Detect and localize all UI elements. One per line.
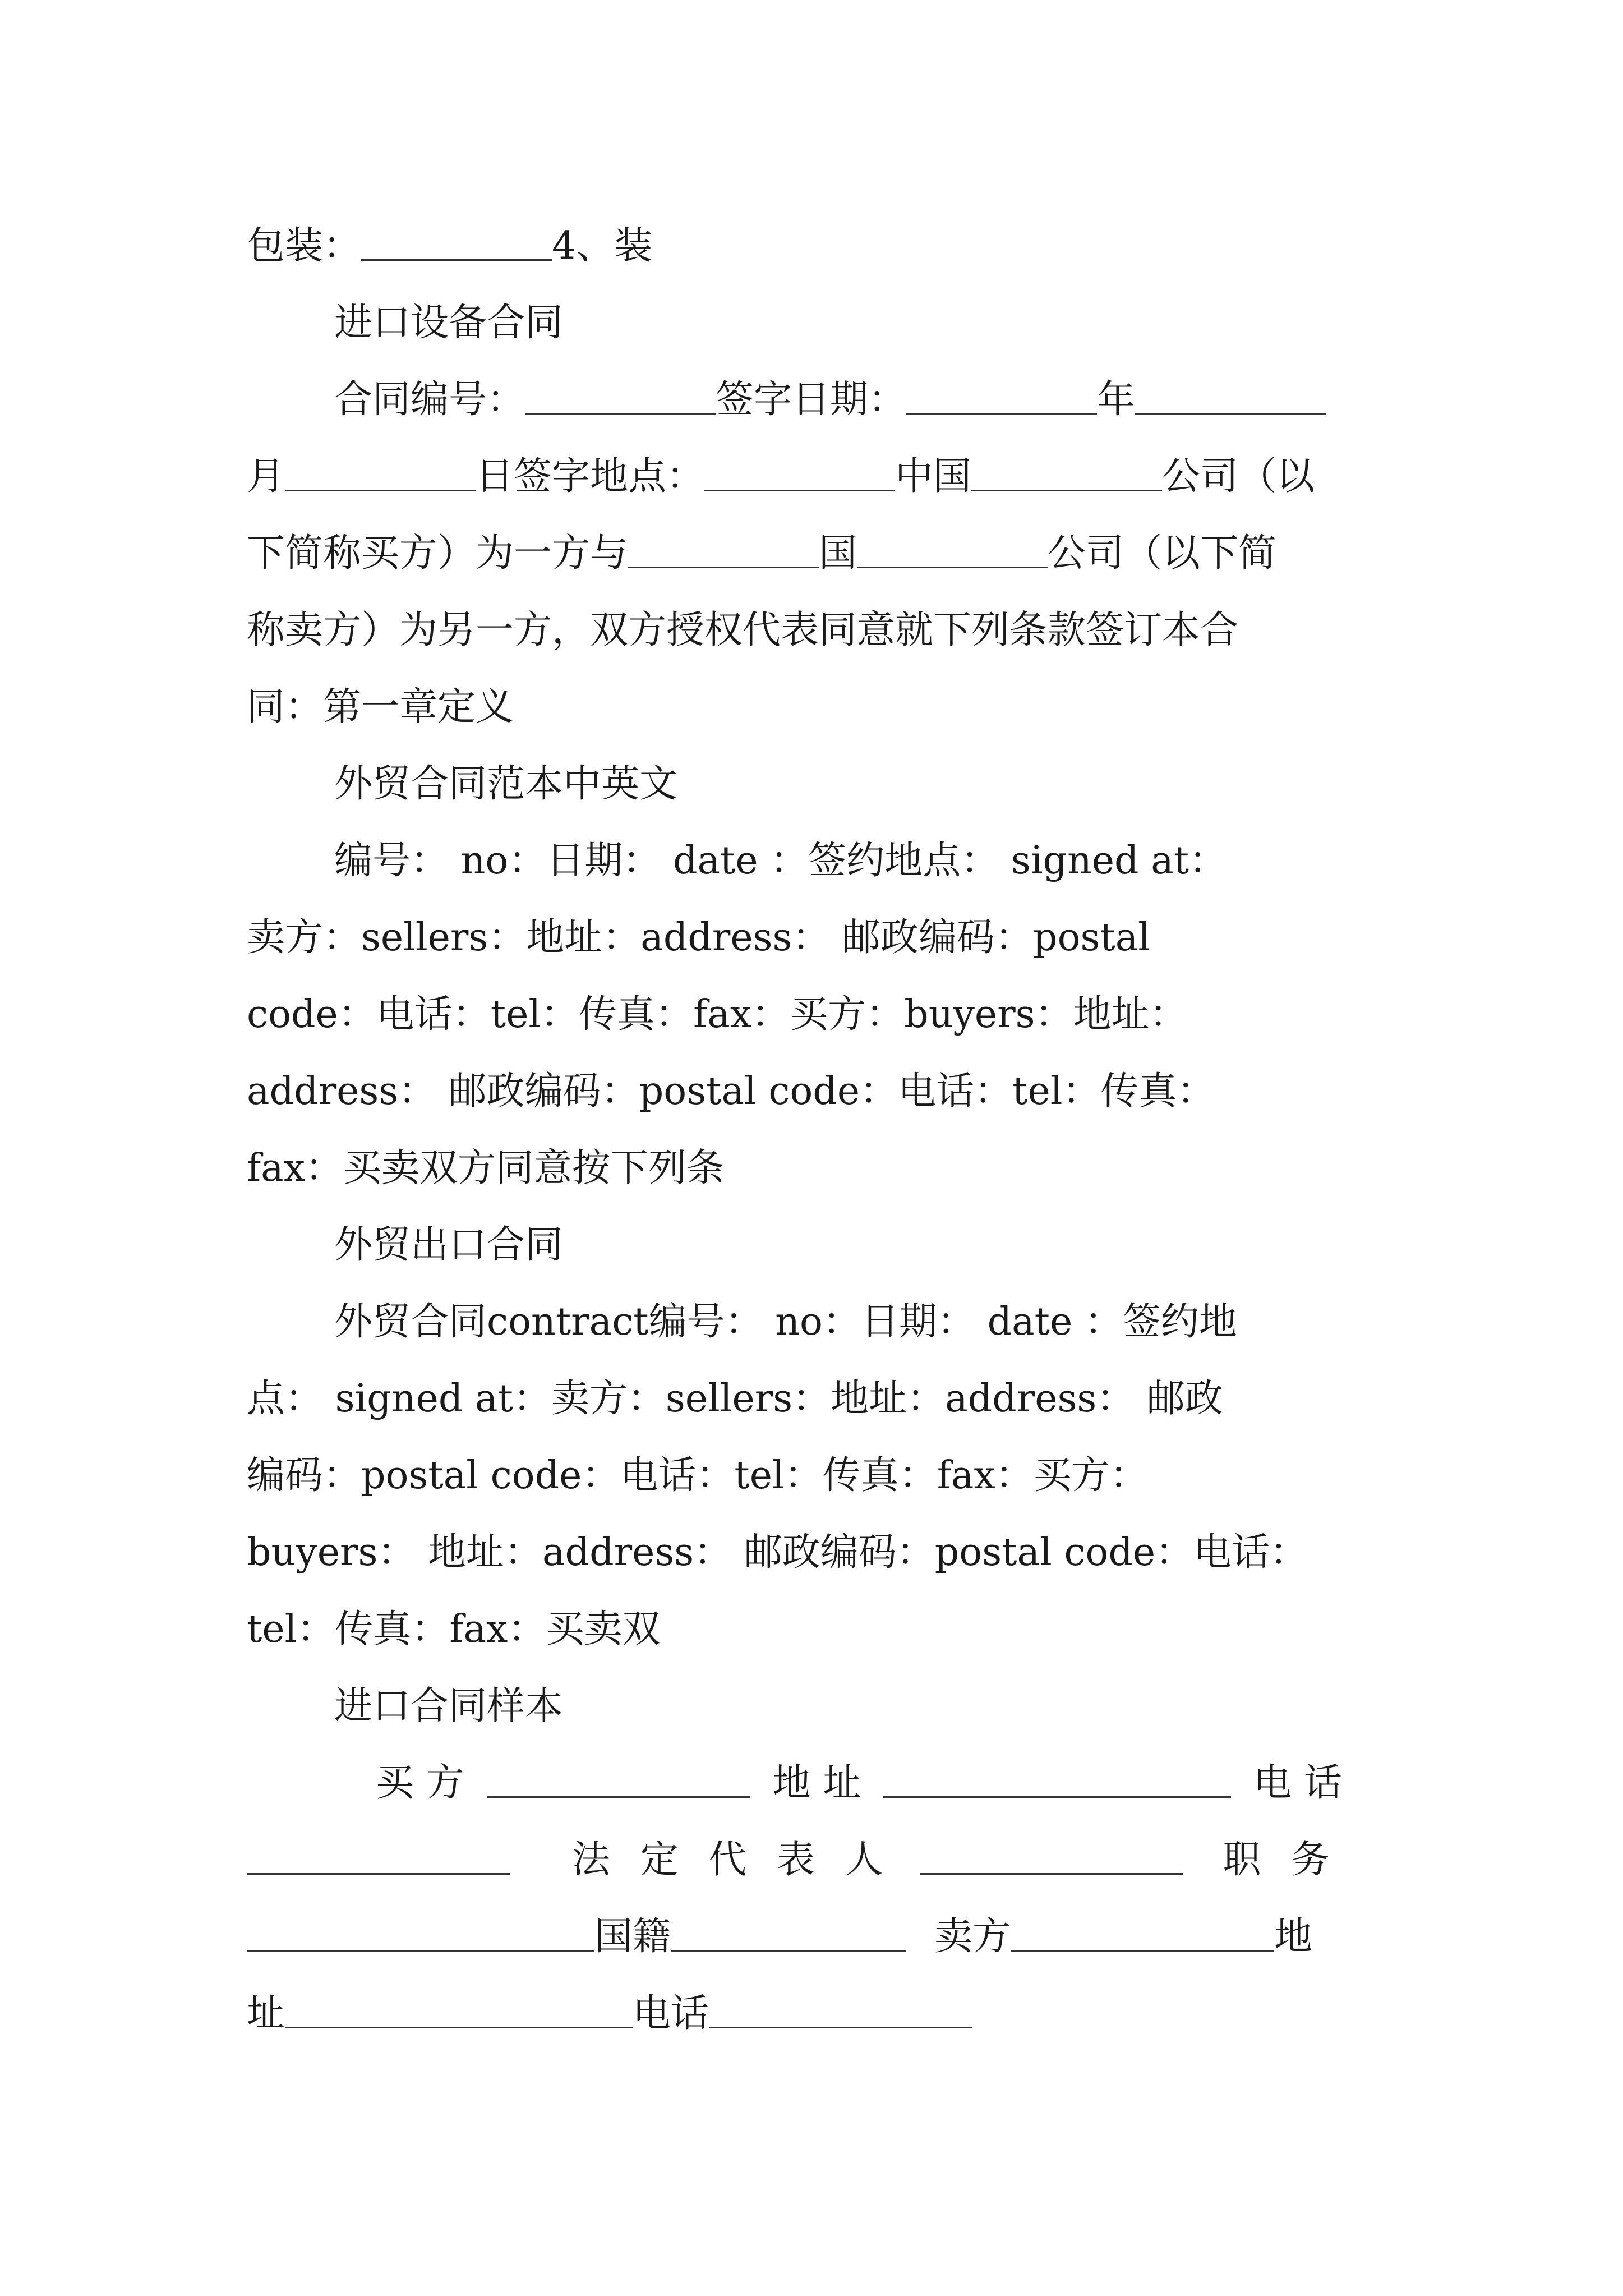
blank-underline [906, 379, 1097, 415]
heading-export-contract: 外贸出口合同 [334, 1223, 564, 1267]
line-packaging [247, 208, 1385, 284]
china-label: 中国 [895, 454, 972, 499]
blank-underline [285, 456, 476, 491]
contract-number-label: 合同编号： [334, 378, 525, 422]
blank-underline [883, 1763, 1231, 1798]
signing-date-label: 签字日期： [716, 378, 907, 422]
blank-underline [525, 379, 716, 415]
blank-underline [361, 226, 552, 261]
line-address-postal: address： 邮政编码：postal code：电话：tel：传真： [247, 1069, 1215, 1114]
address-tail: 址 [247, 1991, 285, 2036]
line-signed-at-sellers: 点： signed at：卖方：sellers：地址：address： 邮政 [247, 1377, 1223, 1421]
line-legal-representative [247, 1821, 1385, 1898]
company-seller-text: 公司（以下简 [1048, 531, 1277, 576]
blank-underline [704, 456, 895, 491]
country-label: 国 [819, 531, 857, 576]
blank-underline [487, 1763, 750, 1798]
buyer-label: 买 方 [376, 1761, 464, 1805]
blank-underline [247, 1839, 510, 1875]
address-label-2: 地 [1274, 1915, 1313, 1959]
line-postal-tel-fax: 编码：postal code：电话：tel：传真：fax：买方： [247, 1453, 1148, 1498]
company-label: 公司（以 [1162, 454, 1315, 499]
day-place-label: 日签字地点： [476, 454, 705, 499]
seller-label: 卖方 [934, 1915, 1011, 1959]
blank-underline [285, 1993, 633, 2028]
heading-trade-contract-bilingual: 外贸合同范本中英文 [334, 762, 678, 806]
packaging-label: 包装： [247, 224, 362, 268]
nationality-label: 国籍 [594, 1915, 671, 1959]
phone-label: 电 话 [1253, 1761, 1342, 1805]
line-chapter-one: 同：第一章定义 [247, 685, 514, 729]
line-buyer-party [247, 515, 1385, 592]
line-nationality-seller [247, 1898, 1385, 1975]
line-number-date-place: 编号： no：日期： date ：签约地点： signed at： [334, 839, 1228, 883]
phone-label-2: 电话 [633, 1991, 709, 2036]
line-buyers-address: buyers： 地址：address： 邮政编码：postal code：电话： [247, 1530, 1308, 1575]
month-label: 月 [247, 454, 285, 499]
line-code-tel-fax-buyers: code：电话：tel：传真：fax：买方：buyers：地址： [247, 992, 1188, 1037]
line-authorization: 称卖方）为另一方，双方授权代表同意就下列条款签订本合 [247, 608, 1239, 652]
blank-underline [628, 533, 819, 568]
address-label: 地 址 [772, 1761, 861, 1805]
blank-underline [920, 1839, 1183, 1875]
position-label: 职 务 [1223, 1838, 1339, 1882]
buyer-party-text: 下简称买方）为一方与 [247, 531, 629, 576]
blank-underline [671, 1916, 906, 1952]
line-sellers-address: 卖方：sellers：地址：address： 邮政编码：postal [247, 915, 1151, 960]
blank-underline [1135, 379, 1326, 415]
line-contract-number-en: 外贸合同contract编号： no：日期： date ：签约地 [334, 1300, 1237, 1344]
year-label: 年 [1097, 378, 1136, 422]
blank-underline [857, 533, 1048, 568]
line-buyer-address-phone [247, 1745, 1385, 1821]
heading-import-contract-sample: 进口合同样本 [334, 1684, 564, 1728]
legal-rep-label: 法 定 代 表 人 [572, 1838, 892, 1882]
line-month-place [247, 438, 1385, 515]
line-contract-number [247, 361, 1385, 438]
line-address-phone [247, 1975, 1385, 2052]
blank-underline [247, 1916, 594, 1952]
blank-underline [971, 456, 1162, 491]
line-fax-agree: fax：买卖双方同意按下列条 [247, 1146, 725, 1190]
line-tel-fax-parties: tel：传真：fax：买卖双 [247, 1607, 661, 1651]
document-body [247, 208, 1385, 2052]
heading-import-equipment-contract: 进口设备合同 [334, 301, 564, 345]
blank-underline [1011, 1916, 1274, 1952]
blank-underline [709, 1993, 972, 2028]
packaging-tail: 4、装 [552, 224, 653, 268]
